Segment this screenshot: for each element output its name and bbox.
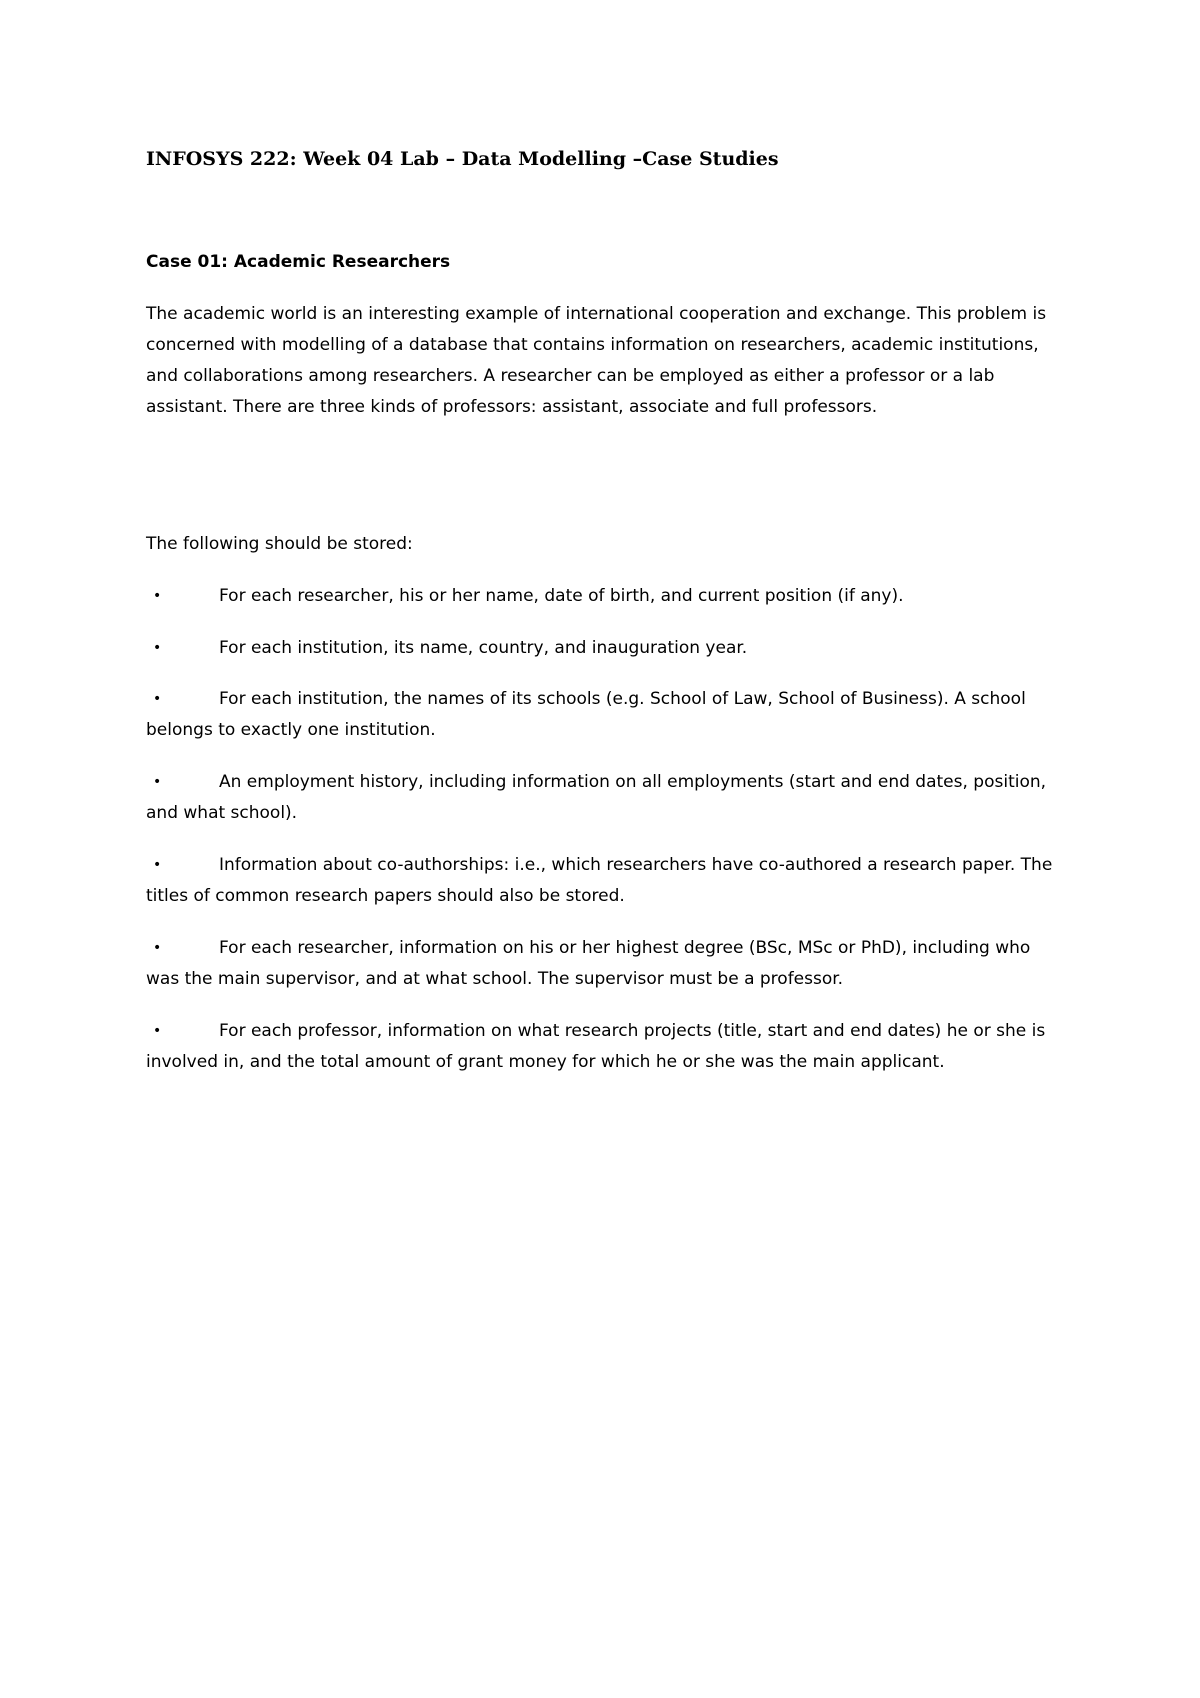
list-item [146, 767, 1066, 829]
bullet-icon: • [153, 588, 162, 604]
bullet-icon: • [153, 857, 162, 873]
list-item-text: For each institution, the names of its schools (e.g. School of Law, School of Business). A school belongs to exactly one institution. [146, 689, 1026, 740]
list-item-text: For each professor, information on what research projects (title, start and end dates) he or she is involved in, and the total amount of grant money for which he or she was the main applicant. [146, 1021, 1046, 1072]
document-title: INFOSYS 222: Week 04 Lab – Data Modelling –Case Studies [146, 148, 779, 170]
bullet-icon: • [153, 774, 162, 790]
list-item [146, 933, 1066, 995]
list-item-text: Information about co-authorships: i.e., which researchers have co-authored a research paper. The titles of common research papers should also be stored. [146, 855, 1053, 906]
stored-intro: The following should be stored: [146, 534, 413, 554]
list-item [146, 581, 1066, 612]
bullet-icon: • [153, 940, 162, 956]
bullet-icon: • [153, 1023, 162, 1039]
list-item [146, 850, 1066, 912]
list-item-text: For each researcher, information on his or her highest degree (BSc, MSc or PhD), including who was the main supervisor, and at what school. The supervisor must be a professor. [146, 938, 1031, 989]
list-item [146, 684, 1066, 746]
bullet-icon: • [153, 691, 162, 707]
list-item-text: For each researcher, his or her name, date of birth, and current position (if any). [219, 586, 904, 606]
list-item-text: For each institution, its name, country, and inauguration year. [219, 638, 748, 658]
case-heading: Case 01: Academic Researchers [146, 252, 451, 272]
intro-paragraph: The academic world is an interesting example of international cooperation and exchange. This problem is concerned with modelling of a database that contains information on researchers, academic institutions, and collaborations among researchers. A researcher can be employed as either a professor or a lab assistant. There are three kinds of professors: assistant, associate and full professors. [146, 304, 1047, 417]
bullet-icon: • [153, 640, 162, 656]
list-item [146, 1016, 1066, 1078]
list-item [146, 633, 1066, 664]
list-item-text: An employment history, including information on all employments (start and end dates, position, and what school). [146, 772, 1047, 823]
